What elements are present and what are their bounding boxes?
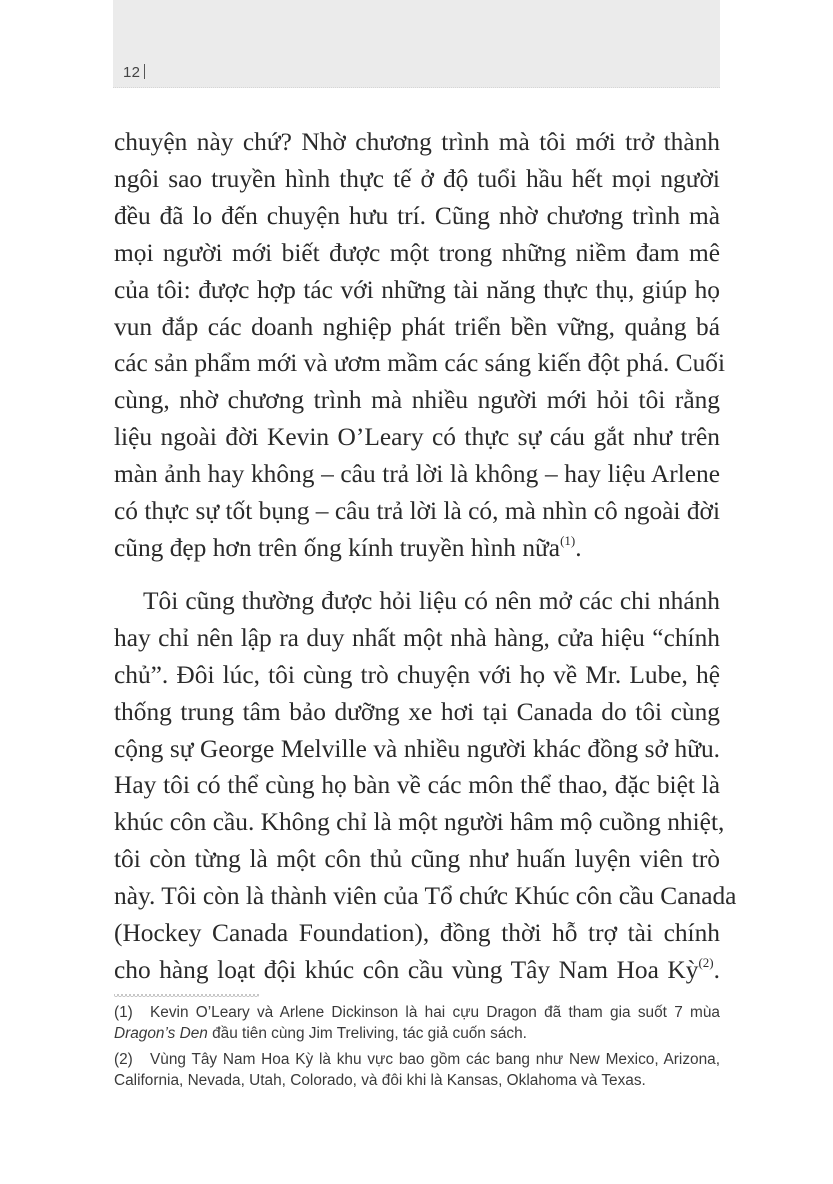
text-line-content: cũng đẹp hơn trên ống kính truyền hình nữa: [114, 533, 561, 562]
footnote-text: Kevin O’Leary và Arlene Dickinson là hai cựu Dragon đã tham gia suốt 7 mùa: [150, 1004, 720, 1021]
paragraph-1: [114, 124, 726, 567]
footnote-text: Vùng Tây Nam Hoa Kỳ là khu vực bao gồm các bang như New Mexico, Arizona, California, Nevada, Utah, Colorado, và đôi khi là Kansas, Oklahoma và Texas.: [114, 1051, 720, 1089]
text-line: màn ảnh hay không – câu trả lời là không – hay liệu Arlene: [114, 460, 720, 489]
text-line: mọi người mới biết được một trong những niềm đam mê: [114, 238, 720, 267]
body-text: [114, 124, 737, 989]
text-line: Tôi cũng thường được hỏi liệu có nên mở các chi nhánh: [143, 586, 720, 615]
page-header-band: [113, 0, 720, 88]
footnote-2: [114, 1049, 720, 1091]
page-number-value: 12: [123, 64, 141, 81]
footnote-ref-1[interactable]: (1): [560, 532, 576, 548]
text-line: chuyện này chứ? Nhờ chương trình mà tôi mới trở thành: [114, 128, 720, 156]
text-line: cộng sự George Melville và nhiều người khác đồng sở hữu.: [114, 734, 720, 763]
footnote-number: (1): [114, 1004, 133, 1021]
text-line: tôi còn từng là một côn thủ cũng như huấn luyện viên trò: [114, 845, 720, 874]
text-line: vun đắp các doanh nghiệp phát triển bền vững, quảng bá: [114, 312, 720, 341]
text-line: đều đã lo đến chuyện hưu trí. Cũng nhờ chương trình mà: [114, 201, 720, 230]
page-number: [123, 64, 145, 81]
footnotes: [114, 1002, 720, 1096]
text-line: liệu ngoài đời Kevin O’Leary có thực sự cáu gắt như trên: [114, 423, 720, 452]
text-line-last: [114, 952, 720, 989]
text-line: hay chỉ nên lập ra duy nhất một nhà hàng, cửa hiệu “chính: [114, 623, 720, 652]
paragraph-2: [114, 583, 737, 989]
text-line-last: [114, 530, 720, 567]
page-number-separator: [144, 64, 145, 79]
footnote-italic-title: Dragon’s Den: [114, 1025, 208, 1042]
text-line: các sản phẩm mới và ươm mầm các sáng kiến đột phá. Cuối: [114, 349, 726, 378]
text-line: Hay tôi có thể cùng họ bàn về các môn thể thao, đặc biệt là: [114, 771, 720, 800]
footnote-ref-2[interactable]: (2): [698, 954, 714, 970]
end-punctuation: .: [575, 533, 582, 562]
text-line: cùng, nhờ chương trình mà nhiều người mới hỏi tôi rằng: [114, 386, 720, 415]
end-punctuation: .: [713, 955, 720, 984]
text-line-content: cho hàng loạt đội khúc côn cầu vùng Tây Nam Hoa Kỳ: [114, 955, 699, 984]
text-line: ngôi sao truyền hình thực tế ở độ tuổi hầu hết mọi người: [114, 164, 720, 193]
text-line: có thực sự tốt bụng – câu trả lời là có, mà nhìn cô ngoài đời: [114, 497, 720, 526]
text-line: (Hockey Canada Foundation), đồng thời hỗ trợ tài chính: [114, 919, 720, 948]
text-line: của tôi: được hợp tác với những tài năng thực thụ, giúp họ: [114, 275, 720, 304]
footnote-divider: [114, 994, 259, 998]
text-line: khúc côn cầu. Không chỉ là một người hâm mộ cuồng nhiệt,: [114, 808, 725, 837]
footnote-1: [114, 1002, 720, 1044]
footnote-text: đầu tiên cùng Jim Treliving, tác giả cuốn sách.: [207, 1025, 527, 1042]
text-line: này. Tôi còn là thành viên của Tổ chức Khúc côn cầu Canada: [114, 882, 737, 911]
text-line: thống trung tâm bảo dưỡng xe hơi tại Canada do tôi cùng: [114, 697, 720, 726]
footnote-number: (2): [114, 1051, 133, 1068]
text-line: chủ”. Đôi lúc, tôi cùng trò chuyện với họ về Mr. Lube, hệ: [114, 660, 720, 689]
